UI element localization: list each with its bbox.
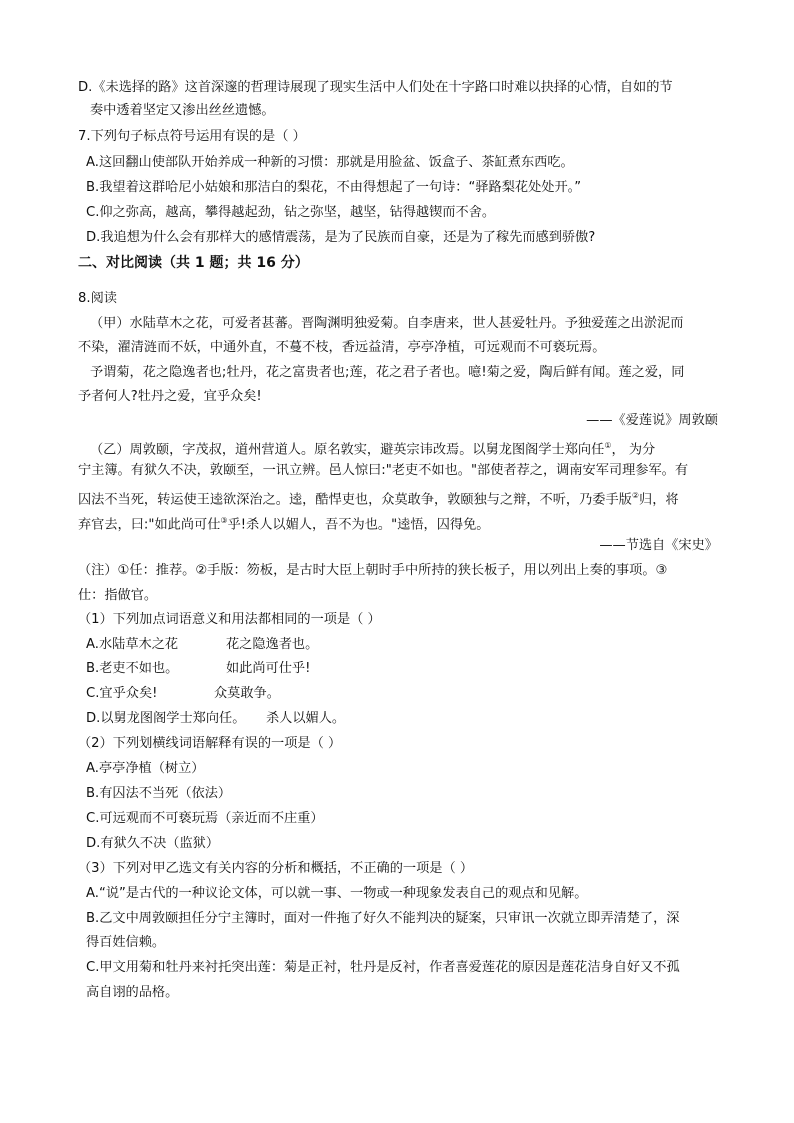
subquestion-3-option-b-line-1: B.乙文中周敦颐担任分宁主簿时，面对一件拖了好久不能判决的疑案，只审讯一次就立即弄清楚了，深 [86,911,680,926]
question-7: 7.下列句子标点符号运用有误的是（ ） [78,129,306,144]
passage-b-line-4-text: 弃官去，曰:"如此尚可仕 [78,517,221,533]
question-7-option-a: A.这回翻山使部队开始养成一种新的习惯：那就是用脸盆、饭盒子、茶缸煮东西吃。 [86,155,574,170]
passage-a-source: ——《爱莲说》周敦颐 [586,413,718,428]
subquestion-2: （2）下列划横线词语解释有误的一项是（ ） [78,736,342,751]
subquestion-3-option-c-line-2: 高自诩的品格。 [86,985,179,1000]
passage-b-source: ——节选自《宋史》 [599,538,718,553]
option-d-left: D.以舅龙图阁学士郑向任。 [86,711,246,726]
footnote-mark-1: ① [604,441,612,450]
footnote-mark-2: ② [631,491,640,500]
subquestion-2-option-b: B.有囚法不当死（依法） [86,786,232,801]
subquestion-1: （1）下列加点词语意义和用法都相同的一项是（ ） [78,612,381,627]
passage-a-line-3: 予谓菊，花之隐逸者也;牡丹，花之富贵者也;莲，花之君子者也。噫!菊之爱，陶后鲜有闻。莲之爱，同 [90,365,685,380]
notes-line-2: 仕：指做官。 [78,588,158,603]
subquestion-2-option-c: C.可远观而不可亵玩焉（亲近而不庄重） [86,811,324,826]
passage-a-line-2: 不染，濯清涟而不妖，中通外直，不蔓不枝，香远益清，亭亭净植，可远观而不可亵玩焉。 [78,340,606,355]
subquestion-3-option-c-line-1: C.甲文用菊和牡丹来衬托突出莲：菊是正衬，牡丹是反衬，作者喜爱莲花的原因是莲花洁身自好又不孤 [86,960,680,975]
passage-a-line-4: 予者何人?牡丹之爱，宜乎众矣! [78,389,262,404]
section-heading: 二、对比阅读（共 1 题；共 16 分） [78,255,309,271]
option-b-right: 如此尚可仕乎! [226,661,311,676]
notes-line-1: （注）①任：推荐。②手版：笏板，是古时大臣上朝时手中所持的狭长板子，用以列出上奏的事项。③ [78,563,668,578]
option-b-left: B.老吏不如也。 [86,661,179,676]
option-a-left: A.水陆草木之花 [86,637,179,652]
option-d-right: 杀人以媚人。 [266,711,346,726]
footnote-mark-3: ③ [220,516,228,525]
option-c-right: 众莫敢争。 [214,686,280,701]
subquestion-1-option-a [86,635,386,655]
passage-b-line-1 [90,436,655,460]
option-d-line-2: 奏中透着坚定又渗出丝丝遗憾。 [90,103,275,118]
passage-b-line-4-tail: 乎!杀人以媚人，吾不为也。"逵悟，囚得免。 [227,517,490,533]
option-a-right: 花之隐逸者也。 [226,637,319,652]
subquestion-2-option-a: A.亭亭净植（树立） [86,761,205,776]
passage-a-line-1: （甲）水陆草木之花，可爱者甚蕃。晋陶渊明独爱菊。自李唐来，世人甚爱牡丹。予独爱莲之出淤泥而 [90,316,684,331]
passage-b-line-3-tail: 归，将 [639,492,679,508]
subquestion-1-option-b [86,659,386,679]
subquestion-3-option-b-line-2: 得百姓信赖。 [86,935,166,950]
question-7-option-c: C.仰之弥高，越高，攀得越起劲，钻之弥坚，越坚，钻得越锲而不舍。 [86,205,496,220]
subquestion-1-option-d [86,709,386,729]
question-7-option-d: D.我追想为什么会有那样大的感情震荡，是为了民族而自豪，还是为了稼先而感到骄傲? [86,230,596,245]
passage-b-line-1-tail: ， 为分 [611,442,656,458]
subquestion-3-option-a: A.“说”是古代的一种议论文体，可以就一事、一物或一种现象发表自己的观点和见解。 [86,886,588,901]
question-7-option-b: B.我望着这群哈尼小姑娘和那洁白的梨花，不由得想起了一句诗：“驿路梨花处处开。” [86,180,582,195]
passage-b-line-3 [78,486,679,510]
subquestion-2-option-d: D.有狱久不决（监狱） [86,836,220,851]
question-8: 8.阅读 [78,291,117,306]
option-c-left: C.宜乎众矣! [86,686,158,701]
passage-b-line-1-text: （乙）周敦颐，字茂叔，道州营道人。原名敦实，避英宗讳改焉。以舅龙图阁学士郑向任 [90,442,605,458]
passage-b-line-4 [78,511,489,535]
passage-b-line-2: 宁主簿。有狱久不决，敦颐至，一讯立辨。邑人惊曰:"老吏不如也。"部使者荐之，调南安军司理参军。有 [78,463,689,478]
subquestion-1-option-c [86,684,386,704]
subquestion-3: （3）下列对甲乙选文有关内容的分析和概括，不正确的一项是（ ） [78,861,474,876]
passage-b-line-3-text: 囚法不当死，转运使王逵欲深治之。逵，酷悍吏也，众莫敢争，敦颐独与之辩，不听，乃委手版 [78,492,632,508]
option-d-line-1: D.《未选择的路》这首深邃的哲理诗展现了现实生活中人们处在十字路口时难以抉择的心情，自如的节 [78,80,673,95]
